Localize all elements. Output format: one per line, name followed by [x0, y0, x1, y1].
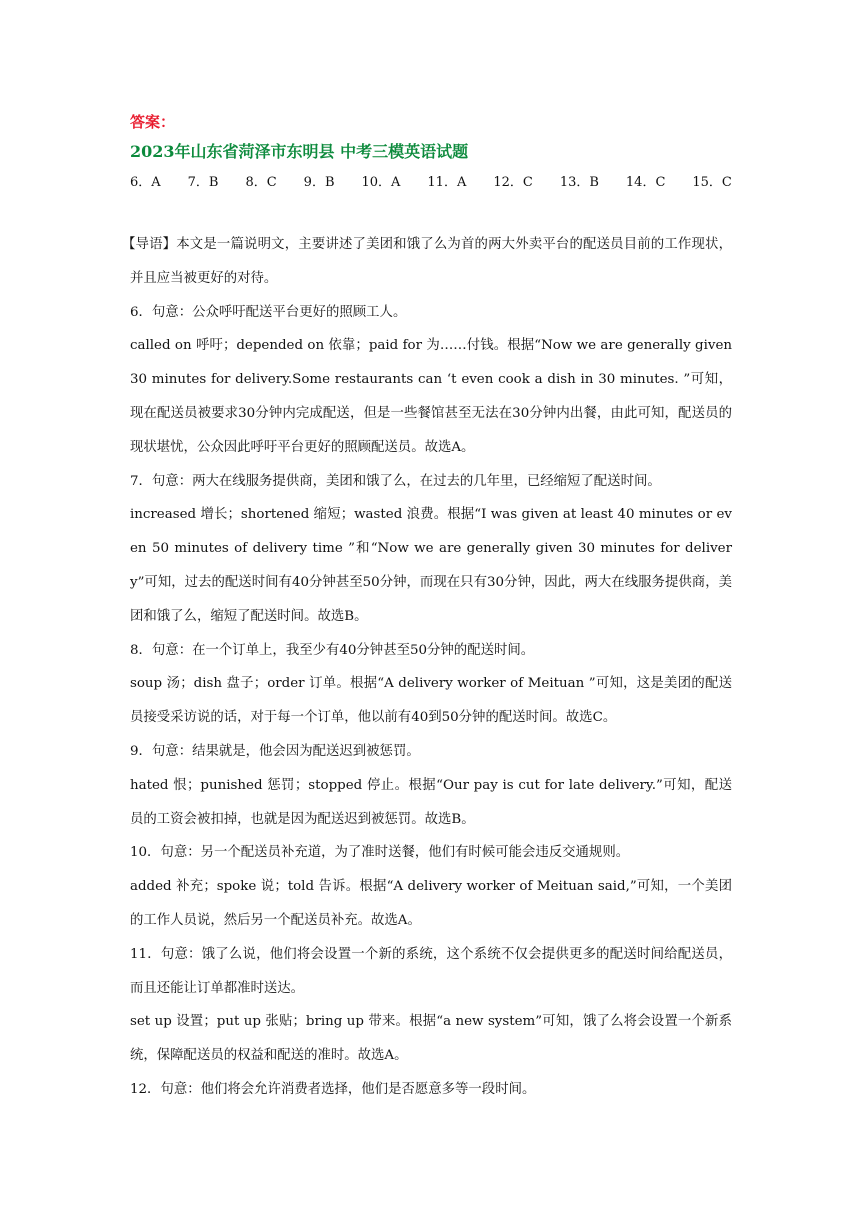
- sentence-meaning-12: 12．句意：他们将会允许消费者选择，他们是否愿意多等一段时间。: [130, 1081, 536, 1097]
- explanation-9: hated 恨；punished 惩罚；stopped 停止。根据“Our pay is cut for late delivery.”可知，配送员的工资会被扣掉，也就是因为配送迟到被惩罚。故选B。: [130, 777, 732, 827]
- sentence-meaning-7: 7．句意：两大在线服务提供商，美团和饿了么，在过去的几年里，已经缩短了配送时间。: [130, 473, 661, 489]
- exam-title: 2023年山东省菏泽市东明县 中考三模英语试题: [130, 142, 469, 161]
- explanation-10: added 补充；spoke 说；told 告诉。根据“A delivery worker of Meituan said,”可知，一个美团的工作人员说，然后另一个配送员补充。故选A。: [130, 879, 732, 928]
- answer-key-row: [130, 174, 732, 192]
- answer-key: 11．A: [427, 175, 467, 190]
- answer-key: 7．B: [187, 175, 219, 190]
- document-content: [122, 112, 732, 1107]
- sentence-meaning-10: 10．句意：另一个配送员补充道，为了准时送餐，他们有时候可能会违反交通规则。: [130, 845, 630, 861]
- sentence-meaning-8: 8．句意：在一个订单上，我至少有40分钟甚至50分钟的配送时间。: [130, 642, 535, 658]
- explanation-11: set up 设置；put up 张贴；bring up 带来。根据“a new system”可知，饿了么将会设置一个新系统，保障配送员的权益和配送的准时。故选A。: [130, 1014, 732, 1064]
- sentence-meaning-9: 9．句意：结果就是，他会因为配送迟到被惩罚。: [130, 743, 420, 759]
- answer-key: 13．B: [559, 175, 599, 190]
- answer-label: 答案：: [130, 113, 176, 131]
- answer-key: 12．C: [493, 175, 533, 190]
- answer-key: 8．C: [245, 175, 277, 190]
- intro-paragraph: 【导语】本文是一篇说明文，主要讲述了美团和饿了么为首的两大外卖平台的配送员目前的工作现状，并且应当被更好的对待。: [122, 237, 732, 286]
- answer-key: 14．C: [625, 175, 666, 190]
- answer-key: 10．A: [361, 175, 401, 190]
- answer-key: 9．B: [303, 175, 335, 190]
- explanation-6: called on 呼吁；depended on 依靠；paid for 为……付钱。根据“Now we are generally given 30 minutes for delivery.Some restaurants can ‘t even cook a dish in 30 minutes. ”可知，现在配送员被要求30分钟内完成配送，但是一些餐馆甚至无法在30分钟内出餐，由此可知，配送员的现状堪忧，公众因此呼吁平台更好的照顾配送员。故选A。: [130, 338, 732, 455]
- sentence-meaning-11: 11．句意：饿了么说，他们将会设置一个新的系统，这个系统不仅会提供更多的配送时间给配送员，而且还能让订单都准时送达。: [130, 946, 732, 996]
- explanation-7: increased 增长；shortened 缩短；wasted 浪费。根据“I was given at least 40 minutes or even 50 minutes of delivery time ”和“Now we are generally given 30 minutes for delivery”可知，过去的配送时间有40分钟甚至50分钟，而现在只有30分钟，因此，两大在线服务提供商，美团和饿了么，缩短了配送时间。故选B。: [130, 507, 732, 624]
- explanation-8: soup 汤；dish 盘子；order 订单。根据“A delivery worker of Meituan ”可知，这是美团的配送员接受采访说的话，对于每一个订单，他以前有40到50分钟的配送时间。故选C。: [130, 676, 732, 726]
- answer-key: 15．C: [692, 175, 732, 190]
- answer-key: 6．A: [130, 175, 161, 190]
- sentence-meaning-6: 6．句意：公众呼吁配送平台更好的照顾工人。: [130, 304, 407, 320]
